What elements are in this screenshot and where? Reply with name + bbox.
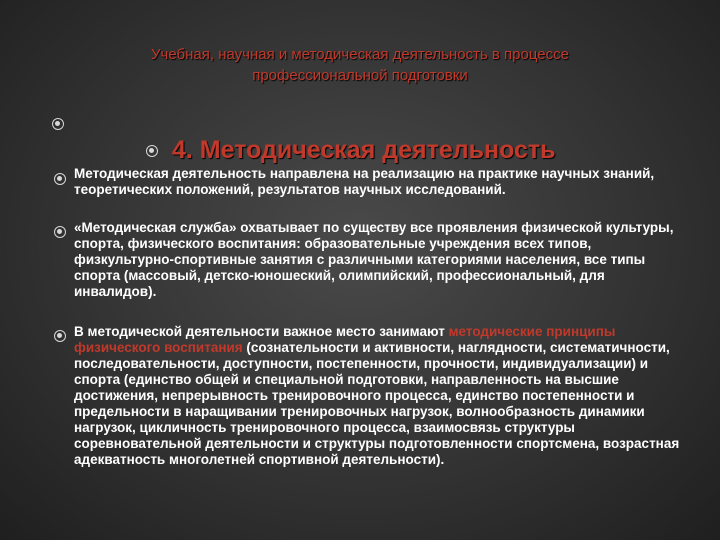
circle-bullet-icon bbox=[54, 173, 66, 185]
paragraph-1: Методическая деятельность направлена на реализацию на практике научных знаний, теоретических положений, результатов научных исследований. bbox=[74, 166, 655, 197]
slide-title bbox=[60, 44, 660, 86]
paragraph-3-rest: (сознательности и активности, наглядности, систематичности, последовательности, доступности, постепенности, прочности, индивидуализации) и спорта (единство общей и специальной подготовки, направленность на высшие достижения, непрерывность тренировочного процесса, единство постепенности и предельности в наращивании тренировочных нагрузок, волнообразность динамики нагрузок, цикличность тренировочного процесса, взаимосвязь структуры соревновательной деятельности и структуры подготовленности спортсмена, возрастная адекватность многолетней спортивной деятельности). bbox=[74, 340, 680, 467]
paragraph-2: «Методическая служба» охватывает по существу все проявления физической культуры, спорта, физического воспитания: образовательные учреждения всех типов, физкультурно-спортивные занятия с различными категориями населения, все типы спорта (массовый, детско-юношеский, олимпийский, профессиональный, для инвалидов). bbox=[74, 220, 674, 299]
circle-bullet-icon bbox=[54, 226, 66, 238]
slide-title-line-2: профессиональной подготовки bbox=[252, 67, 468, 84]
slide-title-line-1: Учебная, научная и методическая деятельность в процессе bbox=[151, 46, 569, 63]
section-heading: 4. Методическая деятельность bbox=[172, 136, 556, 164]
circle-bullet-icon bbox=[54, 330, 66, 342]
circle-bullet-icon bbox=[146, 145, 158, 157]
circle-bullet-icon bbox=[52, 118, 64, 130]
paragraph-3-lead: В методической деятельности важное место занимают bbox=[74, 324, 449, 339]
paragraph-3-highlight: методические принципы физического воспитания bbox=[74, 324, 616, 355]
paragraph-3 bbox=[74, 324, 686, 468]
